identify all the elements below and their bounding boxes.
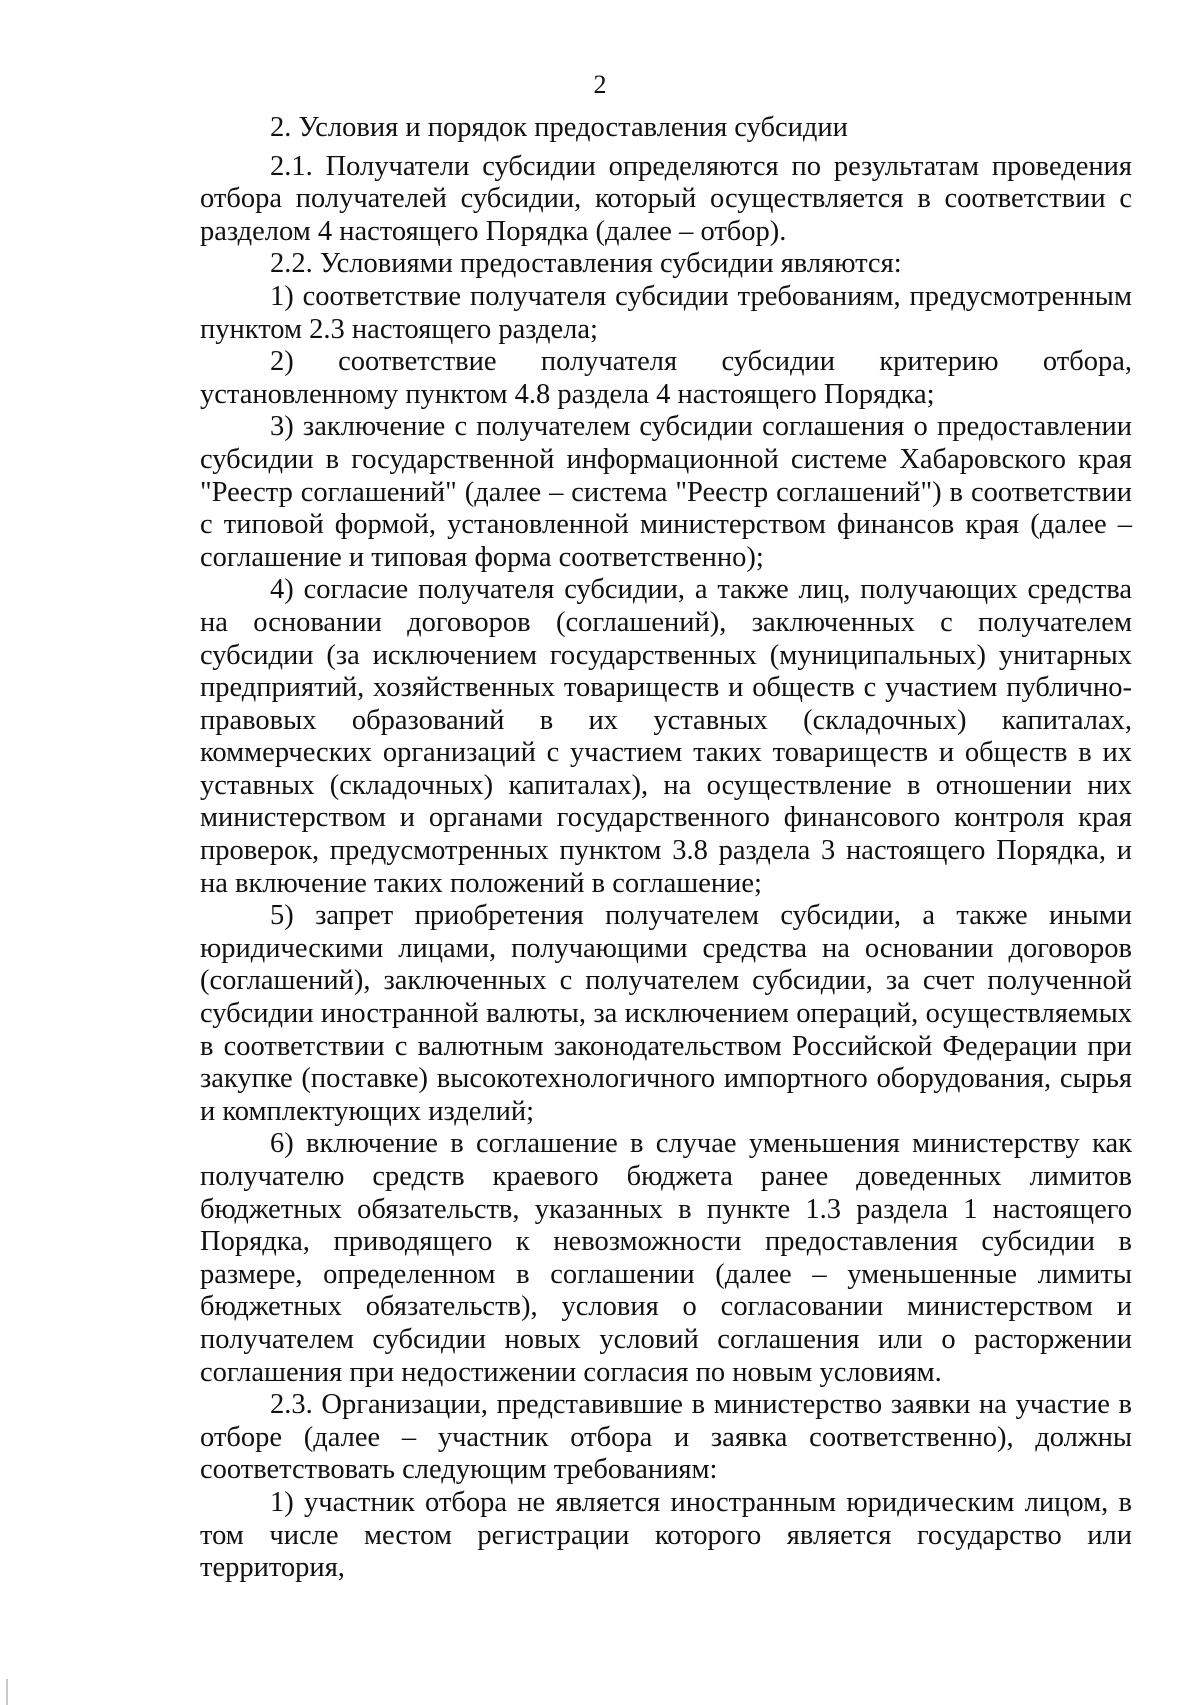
condition-item-6: 6) включение в соглашение в случае уменьшения министерству как получателю средств краевого бюджета ранее доведенных лимитов бюджетных обязательств, указанных в пункте 1.3 раздела 1 настоящего Порядка, приводящего к невозможности предоставления субсидии в размере, определенном в соглашении (далее – уменьшенные лимиты бюджетных обязательств), условия о согласовании министерством и получателем субсидии новых условий соглашения или о расторжении соглашения при недостижении согласия по новым условиям.	[200, 1128, 1132, 1388]
condition-item-5: 5) запрет приобретения получателем субсидии, а также иными юридическими лицами, получающими средства на основании договоров (соглашений), заключенных с получателем субсидии, за счет полученной субсидии иностранной валюты, за исключением операций, осуществляемых в соответствии с валютным законодательством Российской Федерации при закупке (поставке) высокотехнологичного импортного оборудования, сырья и комплектующих изделий;	[200, 900, 1132, 1127]
document-body	[200, 112, 1132, 1585]
paragraph-2-1: 2.1. Получатели субсидии определяются по результатам проведения отбора получателей субсидии, который осуществляется в соответствии с разделом 4 настоящего Порядка (далее – отбор).	[200, 150, 1132, 247]
condition-item-1: 1) соответствие получателя субсидии требованиям, предусмотренным пунктом 2.3 настоящего раздела;	[200, 280, 1132, 345]
section-heading: 2. Условия и порядок предоставления субсидии	[270, 112, 848, 143]
condition-item-4: 4) согласие получателя субсидии, а также лиц, получающих средства на основании договоров (соглашений), заключенных с получателем субсидии (за исключением государственных (муниципальных) унитарных предприятий, хозяйственных товариществ и обществ с участием публично-правовых образований в их уставных (складочных) капиталах, коммерческих организаций с участием таких товариществ и обществ в их уставных (складочных) капиталах), на осуществление в отношении них министерством и органами государственного финансового контроля края проверок, предусмотренных пунктом 3.8 раздела 3 настоящего Порядка, и на включение таких положений в соглашение;	[200, 574, 1132, 899]
page-number: 2	[593, 70, 607, 99]
paragraph-2-2: 2.2. Условиями предоставления субсидии являются:	[270, 248, 902, 280]
requirement-item-1: 1) участник отбора не является иностранным юридическим лицом, в том числе местом регистрации которого является государство или территория,	[200, 1486, 1132, 1584]
paragraph-2-3: 2.3. Организации, представившие в министерство заявки на участие в отборе (далее – участник отбора и заявка соответственно), должны соответствовать следующим требованиям:	[200, 1389, 1132, 1486]
condition-item-3: 3) заключение с получателем субсидии соглашения о предоставлении субсидии в государственной информационной системе Хабаровского края "Реестр соглашений" (далее – система "Реестр соглашений") в соответствии с типовой формой, установленной министерством финансов края (далее – соглашение и типовая форма соответственно);	[200, 411, 1132, 573]
condition-item-2: 2) соответствие получателя субсидии критерию отбора, установленному пунктом 4.8 раздела 4 настоящего Порядка;	[200, 346, 1132, 410]
scan-edge-mark	[6, 1679, 8, 1705]
